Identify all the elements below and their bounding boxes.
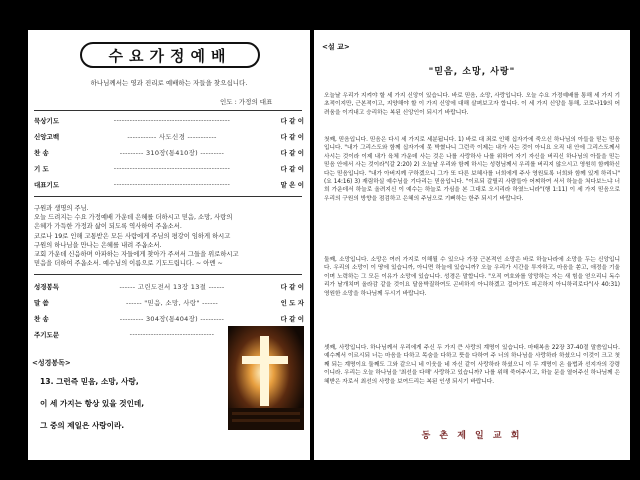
order-detail: ------ "믿음, 소망, 사랑" ------ [125, 298, 219, 307]
order-label: 성경봉독 [34, 282, 60, 291]
scripture-line: 이 세 가지는 항상 있을 것인데, [40, 399, 145, 408]
divider [34, 274, 302, 275]
order-participant: 인 도 자 [280, 298, 304, 307]
sermon-paragraph: 셋째, 사랑입니다. 하나님께서 우리에게 주신 두 가지 큰 사랑의 계명이 있습니다. 마태복음 22장 37-40절 말씀입니다. 예수께서 이르시되 너는 마음을 다하고 목숨을 다하고 뜻을 다하여 주 너의 하나님을 사랑하라 하셨으니 이것이 크고 첫째 되는 계명이요 둘째도 그와 같으니 네 이웃을 네 자신 같이 사랑하라 하셨으니 이 두 계명이 온 율법과 선지자의 강령이니라. 우리는 오늘 하나님을 '최선을 다해' 사랑하고 있습니까? 나를 위해 죽어주시고, 하늘 문을 열어주신 하나님께 은혜받은 자로서 최선의 사랑을 보여드리는 복된 인생 되시기 바랍니다. [324, 345, 620, 385]
order-label: 주기도문 [34, 330, 60, 339]
order-detail: -------------------------------- [129, 330, 215, 338]
order-participant: 맡 은 이 [280, 180, 304, 189]
order-label: 대표기도 [34, 180, 60, 189]
order-detail: -------------------------------------------- [113, 164, 231, 172]
sermon-title: "믿음, 소망, 사랑" [428, 67, 516, 77]
order-label: 기 도 [34, 164, 49, 173]
scripture-line: 그 중의 제일은 사랑이라. [40, 421, 125, 430]
order-participant: 다 같 이 [280, 116, 304, 125]
order-participant: 다 같 이 [280, 282, 304, 291]
order-label: 묵상기도 [34, 116, 60, 125]
order-detail: ------ 고린도전서 13장 13절 ------ [119, 282, 225, 291]
scripture-heading: <성경봉독> [32, 359, 71, 367]
prayer-text: 구원과 생명의 주님. 오늘 드려지는 수요 가정예배 가운데 은혜를 더하시고 믿음, 소망, 사랑의 은혜가 가득한 가정과 삶이 되도록 역사하여 주옵소서. 코로나 19로 인해 고통받은 모든 사람에게 주님의 평강이 임하게 하시고 구원의 하나님을 만나는 은혜를 내려 주옵소서. 교회 가운데 신음하며 아파하는 자들에게 찾아가 주셔서 그들을 위로하시고 믿음을 더하여 주옵소서. 예수님의 이름으로 기도드립니다. ~ 아멘 ~ [34, 205, 239, 268]
order-row [34, 114, 304, 126]
cross-icon [228, 326, 304, 430]
order-row [34, 162, 304, 174]
sermon-paragraph: 첫째, 믿음입니다. 믿음은 다시 세 가지로 세분됩니다. 1) 바로 대 죄로 인해 십자가에 죽으신 하나님의 아들을 믿는 믿음입니다. "내가 그리스도와 함께 십자가에 못 박혔나니 그런즉 이제는 내가 사는 것이 아니요 오직 내 안에 그리스도께서 사시는 것이라 이제 내가 육체 가운데 사는 것은 나를 사랑하사 나를 위하여 자기 자신을 버리신 하나님의 아들을 믿는 믿음 안에서 사는 것이라"(갈 2:20) 2) 오늘날 우리와 함께 하시는 성령님께서 우리를 버리지 않으시고 영원히 함께하신다는 믿음입니다. "내가 아버지께 구하겠으니 그가 또 다른 보혜사를 너희에게 주사 영원토록 너희와 함께 있게 하리니"(요 14:16) 3) 재림하실 예수님을 기다리는 믿음입니다. "이르되 갈릴리 사람들아 어찌하여 서서 하늘을 쳐다보느냐 너희 가운데서 하늘로 올려지신 이 예수는 하늘로 가심을 본 그대로 오시리라 하였느니라"(행 1:11) 이 세 가지 믿음으로 우리의 구원의 방향을 점검하고 은혜의 주님으로 기뻐하는 한주 되시기 바랍니다. [324, 137, 620, 202]
divider [34, 196, 302, 197]
order-row [34, 312, 304, 324]
order-participant: 다 같 이 [280, 314, 304, 323]
order-label: 찬 송 [34, 314, 49, 323]
order-participant: 다 같 이 [280, 148, 304, 157]
leader-note: 인도 : 가정의 대표 [220, 98, 273, 106]
order-detail: ----------- 사도신경 ----------- [127, 132, 217, 141]
order-row [34, 296, 304, 308]
order-participant: 다 같 이 [280, 132, 304, 141]
worship-title: 수요가정예배 [80, 42, 260, 68]
order-row [34, 178, 304, 190]
sermon-paragraph: 오늘날 우리가 지켜야 할 세 가지 신앙이 있습니다. 바로 믿음, 소망, 사랑입니다. 오늘 수요 가정예배를 통해 세 가지 기초적이지만, 근본적이고, 지양해야 할 이 가지 신앙에 대해 살펴보고자 합니다. 이 세 가지 신앙을 통해, 코로나19의 어려움을 이겨내고 승리하는 복된 신앙인이 되시기 바랍니다. [324, 93, 620, 116]
order-detail: -------------------------------------------- [113, 116, 231, 124]
sermon-paragraph: 둘째, 소망입니다. 소망은 여러 가지로 이해될 수 있으나 가장 근본적인 소망은 바로 하늘나라에 소망을 두는 신앙입니다. 우리의 소망이 이 땅에 있습니까, 아니면 하늘에 있습니까? 오늘 우리가 시간을 투자하고, 마음을 쏟고, 애정을 기울이며 노력하는 그 모든 이유가 소망에 있습니다. 성경은 말합니다. "오직 여호와를 앙망하는 자는 새 힘을 얻으리니 독수리가 날개치며 올라감 같을 것이요 달음박질하여도 곤비하지 아니하겠고 걸어가도 피곤하지 아니하리로다"(사 40:31) 영원한 소망을 하나님께 두시기 바랍니다. [324, 257, 620, 297]
sermon-heading: <설 교> [322, 43, 350, 51]
order-detail: --------- 304장(통404장) --------- [119, 314, 225, 323]
bulletin-right-page [314, 30, 630, 460]
order-detail: -------------------------------------------- [113, 180, 231, 188]
bulletin-left-page [28, 30, 310, 460]
order-label: 찬 송 [34, 148, 49, 157]
church-name: 동 촌 제 일 교 회 [421, 431, 523, 441]
divider [34, 110, 302, 111]
order-participant: 다 같 이 [280, 164, 304, 173]
order-row [34, 146, 304, 158]
order-row [34, 280, 304, 292]
order-row [34, 130, 304, 142]
order-label: 신앙고백 [34, 132, 60, 141]
cross-photo [228, 326, 304, 430]
worship-subtitle: 하나님께서는 영과 진리로 예배하는 자들을 찾으십니다. [90, 79, 248, 87]
order-label: 말 씀 [34, 298, 49, 307]
scripture-line: 13. 그런즉 믿음, 소망, 사랑, [40, 377, 139, 386]
order-detail: --------- 310장(통410장) --------- [119, 148, 225, 157]
